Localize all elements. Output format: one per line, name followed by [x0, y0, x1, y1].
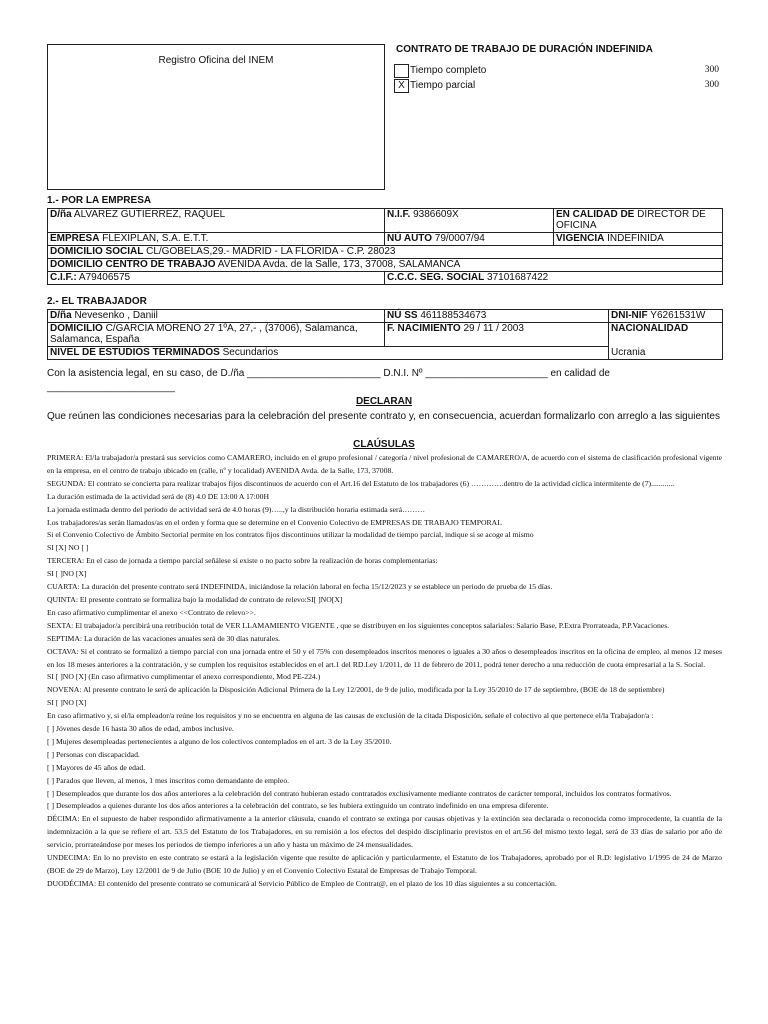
option-code: 300 — [704, 65, 719, 75]
empresa-domcentro-value: AVENIDA Avda. de la Salle, 173, 37008, SALAMANCA — [217, 259, 461, 270]
option-tiempo-completo[interactable] — [394, 64, 724, 78]
empresa-name-value: FLEXIPLAN, S.A. E.T.T. — [102, 233, 209, 244]
empresa-table — [47, 208, 723, 285]
option-code: 300 — [704, 80, 719, 90]
empresa-nif-cell: N.I.F. 9386609X — [385, 209, 554, 233]
declaran-heading: DECLARAN — [355, 396, 413, 407]
declaran-text: Que reúnen las condiciones necesarias para la celebración del presente contrato y, en consecuencia, acuerdan formalizarlo con arreglo a las siguientes — [47, 411, 720, 422]
empresa-vigencia-value: INDEFINIDA — [607, 233, 664, 244]
option-label: Tiempo completo — [410, 65, 487, 76]
option-tiempo-parcial[interactable] — [394, 79, 724, 93]
trabajador-estudios-value: Secundarios — [222, 347, 279, 358]
clause-paragraph: CUARTA: La duración del presente contrato será INDEFINIDA, iniciándose la relación laboral en fecha 15/12/2023 y se establece un periodo de prueba de 15 días. — [47, 582, 553, 592]
empresa-ccc-value: 37101687422 — [487, 272, 549, 283]
empresa-domsocial-value: CL/GOBELAS,29.- MADRID - LA FLORIDA - C.P. 28023 — [146, 246, 396, 257]
trabajador-nuss-value: 461188534673 — [420, 310, 487, 321]
trabajador-nuss-cell: NÚ SS 461188534673 — [385, 310, 609, 323]
empresa-domcentro-cell: DOMICILIO CENTRO DE TRABAJO AVENIDA Avda. de la Salle, 173, 37008, SALAMANCA — [48, 259, 723, 272]
clause-paragraph: SI [ ]NO [X] (En caso afirmativo cumplimentar el anexo correspondiente, Mod PE-224.) — [47, 672, 321, 682]
clause-paragraph: SEXTA: El trabajador/a percibirá una retribución total de VER LLAMAMIENTO VIGENTE , que se distribuyen en los siguientes conceptos salariales: Salario Base, P.Extra Prorrateada, P.P.Vacaciones. — [47, 620, 670, 630]
empresa-nif-value: 9386609X — [413, 209, 459, 220]
clause-paragraph: La duración estimada de la actividad será de (8) 4.0 DE 13:00 A 17:00H — [47, 491, 270, 501]
clause-paragraph: SI [ ]NO [X] — [47, 698, 87, 708]
trabajador-nac-value: 29 / 11 / 2003 — [463, 323, 524, 334]
clause-paragraph: SEGUNDA: El contrato se concierta para realizar trabajos fijos discontinuos de acuerdo con el Art.16 del Estatuto de los trabajadores (6) ………….dentro de la actividad cíclica intermitente de (7)............ — [47, 478, 675, 488]
empresa-calidad-cell: EN CALIDAD DE DIRECTOR DE OFICINA — [554, 209, 723, 233]
trabajador-dna-value: Nevesenko , Daniil — [74, 310, 158, 321]
empresa-cif-cell: C.I.F.: A79406575 — [48, 272, 385, 285]
clause-paragraph: UNDECIMA: En lo no previsto en este contrato se estará a la legislación vigente que resulte de aplicación y particularmente, el Estatuto de los Trabajadores, aprobado por el R.D: legislativo 1/1995 de 24 de Marzo (BOE de 29 de Marzo), Ley 12/2001 de 9 de Julio (BOE 10 de Julio) y en el Convenio Colectivo Estatal de Empresas de Trabajo Temporal. — [47, 853, 722, 875]
registro-label: Registro Oficina del INEM — [158, 55, 274, 66]
trabajador-nacionalidad-cell: NACIONALIDAD Ucrania — [609, 323, 723, 360]
clause-paragraph: NOVENA: Al presente contrato le será de aplicación la Disposición Adicional Primera de la Ley 12/2001, de 9 de julio, modificada por la Ley 35/2010 de 17 de septiembre, (BOE de 18 de septiembre) — [47, 685, 665, 695]
trabajador-dni-cell: DNI-NIF Y6261531W — [609, 310, 723, 323]
empresa-vigencia-cell: VIGENCIA INDEFINIDA — [554, 233, 723, 246]
empresa-cif-value: A79406575 — [78, 272, 131, 283]
clause-paragraph: SEPTIMA: La duración de las vacaciones anuales será de 30 días naturales. — [47, 633, 281, 643]
clause-paragraph: [ ] Parados que lleven, al menos, 1 mes inscritos como demandante de empleo. — [47, 775, 290, 785]
clause-paragraph: [ ] Jóvenes desde 16 hasta 30 años de edad, ambos inclusive. — [47, 724, 234, 734]
trabajador-dni-value: Y6261531W — [650, 310, 706, 321]
clause-paragraph: [ ] Personas con discapacidad. — [47, 749, 140, 759]
section-empresa: 1.- POR LA EMPRESA — [47, 195, 152, 206]
clause-paragraph: [ ] Desempleados que durante los dos años anteriores a la celebración del contrato hubieran estado contratados exclusivamente mediante contratos de carácter temporal, incluidos los contratos formativos. — [47, 788, 672, 798]
clause-paragraph: SI [ ]NO [X] — [47, 569, 87, 579]
clause-paragraph: TERCERA: En el caso de jornada a tiempo parcial señálese si existe o no pacto sobre la realización de horas complementarias: — [47, 556, 438, 566]
registro-box — [47, 44, 385, 190]
clause-paragraph: En caso afirmativo y, si el/la empleador/a reúne los requisitos y no se encuentra en alguna de las causas de exclusión de la citada Disposición, señale el colectivo al que pertenece el/la Trabajador/a : — [47, 711, 654, 721]
clause-paragraph: Los trabajadores/as serán llamados/as en el orden y forma que se determine en el Convenio Colectivo de EMPRESAS DE TRABAJO TEMPORAL — [47, 517, 502, 527]
clause-paragraph: En caso afirmativo cumplimentar el anexo <<Contrato de relevo>>. — [47, 607, 256, 617]
empresa-calidad-value: DIRECTOR DE OFICINA — [556, 209, 706, 231]
asistencia-line-1: Con la asistencia legal, en su caso, de D./ña ________________________ D.N.I. Nº ______________________ en calidad de — [47, 368, 610, 379]
trabajador-dna-cell: D/ña Nevesenko , Daniil — [48, 310, 385, 323]
clause-paragraph: La jornada estimada dentro del periodo de actividad será de 4.0 horas (9)…..,y la distribución horaria estimada será……… — [47, 504, 426, 514]
empresa-name-cell: EMPRESA FLEXIPLAN, S.A. E.T.T. — [48, 233, 385, 246]
empresa-nuauto-cell: NÚ AUTO 79/0007/94 — [385, 233, 554, 246]
trabajador-nac-cell: F. NACIMIENTO 29 / 11 / 2003 — [385, 323, 609, 347]
clause-paragraph: DUODÉCIMA: El contenido del presente contrato se comunicará al Servicio Público de Empleo de Contrat@, en el plazo de los 10 días siguientes a su concertación. — [47, 878, 557, 888]
clause-paragraph: DÉCIMA: En el supuesto de haber respondido afirmativamente a la anterior cláusula, cuando el contrato se extinga por causas objetivas y la extinción sea declarada o reconocida como improcedente, la cuantía de la indemnización a la que se refiere el art. 53.5 del Estatuto de los Trabajadores, en su remisión a los efectos del despido disciplinario previstos en el art.56 del mismo texto legal, será de 33 días de salario por año de servicio, prorrateándose por meses los periodos de tiempo inferiores a un año y hasta un máximo de 24 mensualidades. — [47, 814, 722, 850]
checkbox[interactable] — [394, 64, 409, 78]
clause-paragraph: SI [X] NO [ ] — [47, 543, 89, 553]
clause-paragraph: [ ] Mujeres desempleadas pertenecientes a alguno de los colectivos contemplados en el art. 3 de la Ley 35/2010. — [47, 736, 392, 746]
empresa-ccc-cell: C.C.C. SEG. SOCIAL 37101687422 — [385, 272, 723, 285]
empresa-domsocial-cell: DOMICILIO SOCIAL CL/GOBELAS,29.- MADRID - LA FLORIDA - C.P. 28023 — [48, 246, 723, 259]
clause-paragraph: QUINTA: El presente contrato se formaliza bajo la modalidad de contrato de relevo:SI[ ]NO[X] — [47, 594, 343, 604]
trabajador-table — [47, 309, 723, 360]
empresa-dna-value: ALVAREZ GUTIERREZ, RAQUEL — [73, 209, 226, 220]
empresa-dna-cell: D/ña ALVAREZ GUTIERREZ, RAQUEL — [48, 209, 385, 233]
contract-title: CONTRATO DE TRABAJO DE DURACIÓN INDEFINIDA — [396, 44, 653, 55]
clause-paragraph: [ ] Mayores de 45 años de edad. — [47, 762, 146, 772]
empresa-nuauto-value: 79/0007/94 — [434, 233, 485, 244]
clausulas-heading: CLAÚSULAS — [353, 439, 415, 450]
clause-paragraph: Si el Convenio Colectivo de Ámbito Sectorial permite en los contratos fijos discontinuos utilizar la modalidad de tiempo parcial, indique si se acoge al mismo — [47, 530, 534, 540]
checkbox[interactable]: X — [394, 79, 409, 93]
clausulas-body — [47, 452, 722, 891]
option-label: Tiempo parcial — [410, 80, 476, 91]
clause-paragraph: OCTAVA: Si el contrato se formalizó a tiempo parcial con una jornada entre el 50 y el 75% con desempleados inscritos menores o iguales a 30 años o desempleados inscritos en la oficina de empleo, al menos 12 meses en los 18 meses anteriores a la contratación, y se cumplen los requisitos establecidos en el art.1 del RD.Ley 1/2011, de 11 de febrero de 2011, podrá tener derecho a una reducción de cuota empresarial a la S. Social. — [47, 646, 722, 669]
section-trabajador: 2.- EL TRABAJADOR — [47, 296, 147, 307]
clause-paragraph: PRIMERA: El/la trabajador/a prestará sus servicios como CAMARERO, incluido en el grupo profesional / categoría / nivel profesional de CAMARERO/A, de acuerdo con el sistema de clasificación profesional vigente en la empresa, en el centro de trabajo ubicado en (calle, nº y localidad) AVENIDA Avda. de la Salle, 173, 37008. — [47, 453, 722, 475]
trabajador-estudios-cell: NIVEL DE ESTUDIOS TERMINADOS Secundarios — [48, 347, 609, 360]
trabajador-dom-value: C/GARCIA MORENO 27 1ºA, 27,- , (37006), Salamanca, Salamanca, España — [50, 323, 358, 345]
contract-header — [394, 44, 724, 91]
asistencia-line-2: _______________________ — [47, 382, 175, 393]
clause-paragraph: [ ] Desempleados a quienes durante los dos años anteriores a la celebración del contrato, se les hubiera extinguido un contrato indefinido en una empresa diferente. — [47, 801, 549, 811]
trabajador-dom-cell: DOMICILIO C/GARCIA MORENO 27 1ºA, 27,- , (37006), Salamanca, Salamanca, España — [48, 323, 385, 347]
trabajador-nacionalidad-value: Ucrania — [611, 347, 646, 358]
